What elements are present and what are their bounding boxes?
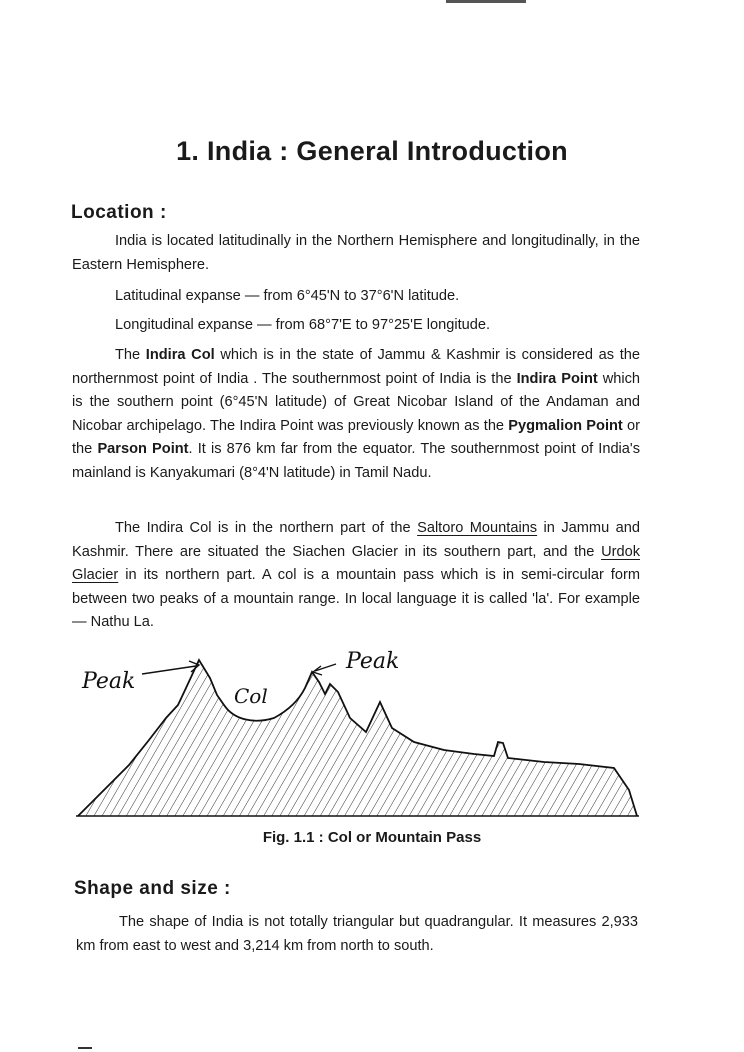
location-paragraph-3: The Indira Col is in the northern part of the Saltoro Mountains in Jammu and Kashmir. There are situated the Siachen Glacier in its southern part, and the Urdok Glacier in its northern part. A col is a mountain pass which is in semi-circular form between two peaks of a mountain range. In local language it is called 'la'. For example — Nathu La. — [72, 520, 640, 631]
term-indira-col: Indira Col — [145, 347, 215, 363]
figure-caption: Fig. 1.1 : Col or Mountain Pass — [262, 829, 482, 846]
term-urdok-glacier: Urdok Glacier — [72, 543, 640, 584]
left-peak-arrow — [142, 666, 196, 674]
page-title: 1. India : General Introduction — [176, 136, 568, 166]
location-heading: Location : — [71, 202, 167, 223]
peak-right-label: Peak — [346, 649, 400, 674]
location-paragraph-2: The Indira Col which is in the state of Jammu & Kashmir is considered as the northernmost point of India . The southernmost point of India is the Indira Point which is the southern point (6°45'N latitude) of Great Nicobar Island of the Andaman and Nicobar archipelago. The Indira Point was previously known as the Pygmalion Point or the Parson Point. It is 876 km far from the equator. The southernmost point of India's mainland is Kanyakumari (8°4'N latitude) in Tamil Nadu. — [72, 347, 641, 481]
term-pygmalion-point: Pygmalion Point — [508, 417, 623, 434]
peak-left-label: Peak — [82, 669, 136, 694]
col-label: Col — [234, 684, 268, 708]
shape-size-heading: Shape and size : — [74, 878, 231, 899]
term-saltoro-mountains: Saltoro Mountains — [417, 520, 538, 536]
latitudinal-expanse: Latitudinal expanse — from 6°45'N to 37°6'N latitude. — [115, 288, 460, 304]
location-paragraph-1: India is located latitudinally in the Northern Hemisphere and longitudinally, in the Eastern Hemisphere. — [72, 233, 640, 273]
longitudinal-expanse: Longitudinal expanse — from 68°7'E to 97°25'E longitude. — [115, 317, 491, 333]
col-mountain-pass-figure — [74, 640, 644, 830]
shape-paragraph-1: The shape of India is not totally triangular but quadrangular. It measures 2,933 km from east to west and 3,214 km from north to south. — [76, 914, 638, 954]
scan-mark-bottom — [78, 1047, 92, 1049]
term-indira-point: Indira Point — [516, 370, 598, 387]
term-parson-point: Parson Point — [97, 441, 189, 458]
scan-mark-top — [446, 0, 526, 3]
